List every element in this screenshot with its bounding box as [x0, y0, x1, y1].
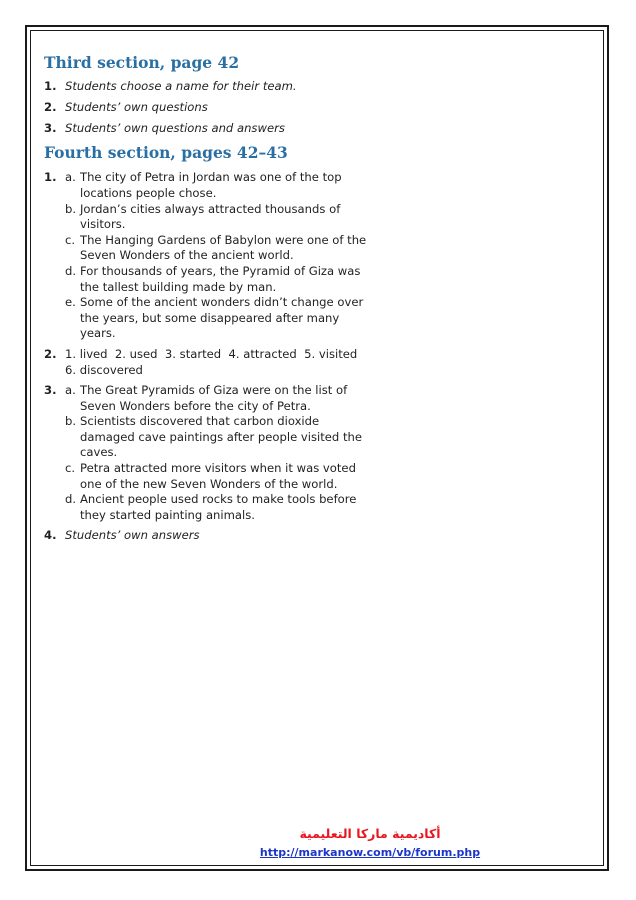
list-item: [65, 295, 374, 342]
question-3: [44, 383, 374, 523]
item-letter: c.: [65, 232, 76, 247]
item-letter: a.: [65, 170, 76, 185]
item-text: The Great Pyramids of Giza were on the list of Seven Wonders before the city of Petra.: [80, 383, 348, 413]
question-1-answers: [65, 170, 374, 342]
item-letter: b.: [65, 201, 77, 216]
item-text: Students’ own questions: [65, 99, 208, 114]
question-1: [44, 170, 374, 342]
item-text: Students’ own answers: [65, 528, 200, 543]
list-item: [65, 170, 374, 201]
item-letter: b.: [65, 414, 77, 429]
list-item: [44, 79, 374, 95]
list-item: [44, 100, 374, 116]
question-3-answers: [65, 383, 374, 523]
item-text: Jordan’s cities always attracted thousands of visitors.: [80, 201, 341, 232]
question-4: [44, 528, 374, 544]
footer-academy-name: أكاديمية ماركا التعليمية: [299, 826, 441, 841]
question-2: [44, 347, 374, 378]
item-text: Petra attracted more visitors when it was voted one of the new Seven Wonders of the world.: [80, 461, 356, 491]
item-number: 4.: [44, 528, 57, 543]
list-item: [44, 121, 374, 137]
section4-list: [44, 170, 374, 544]
footer-link[interactable]: http://markanow.com/vb/forum.php: [259, 846, 481, 859]
list-item: [65, 383, 374, 414]
item-text: The city of Petra in Jordan was one of the top locations people chose.: [80, 170, 342, 200]
section3-list: [44, 79, 374, 136]
question-2-line-1: 1. lived 2. used 3. started 4. attracted 5. visited: [65, 346, 358, 361]
question-2-line-2: 6. discovered: [65, 362, 143, 377]
list-item: [65, 233, 374, 264]
item-text: Students choose a name for their team.: [65, 79, 297, 93]
item-text: The Hanging Gardens of Babylon were one of the Seven Wonders of the ancient world.: [80, 232, 367, 263]
item-text: For thousands of years, the Pyramid of Giza was the tallest building made by man.: [80, 263, 361, 294]
item-text: Students’ own questions and answers: [65, 120, 285, 135]
item-letter: a.: [65, 383, 76, 398]
item-letter: d.: [65, 263, 77, 278]
item-letter: e.: [65, 295, 76, 310]
section4-title: Fourth section, pages 42–43: [44, 143, 288, 163]
answer-key-content: [44, 52, 374, 549]
list-item: [65, 264, 374, 295]
list-item: [65, 202, 374, 233]
item-letter: c.: [65, 461, 76, 476]
section3-title: Third section, page 42: [44, 53, 240, 72]
item-number: 3.: [44, 120, 57, 135]
item-number: 2.: [44, 346, 57, 361]
item-number: 2.: [44, 99, 57, 114]
list-item: [65, 461, 374, 492]
item-number: 1.: [44, 170, 57, 185]
item-text: Scientists discovered that carbon dioxide damaged cave paintings after people visited the caves.: [80, 414, 362, 460]
list-item: [65, 492, 374, 523]
item-number: 1.: [44, 79, 57, 93]
item-letter: d.: [65, 492, 77, 507]
list-item: [65, 414, 374, 461]
item-text: Some of the ancient wonders didn’t change over the years, but some disappeared after many years.: [80, 295, 364, 341]
item-text: Ancient people used rocks to make tools before they started painting animals.: [80, 492, 357, 522]
item-number: 3.: [44, 383, 57, 398]
